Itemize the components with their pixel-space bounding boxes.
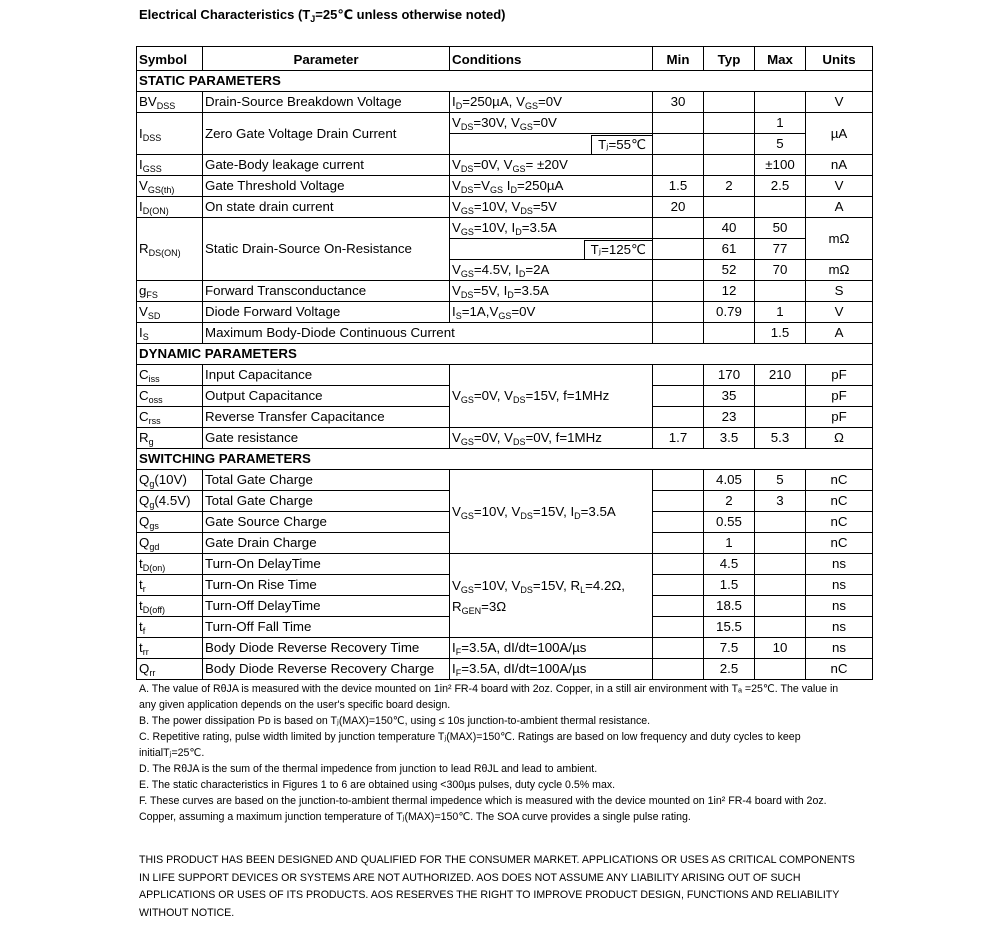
parameter: Gate Source Charge: [203, 512, 450, 533]
max-value: 77: [755, 239, 806, 260]
symbol: $C_{iss}$: [137, 365, 203, 386]
symbol: $V_{GS(th)}$: [137, 176, 203, 197]
typ-value: 4.5: [704, 554, 755, 575]
typ-value: 40: [704, 218, 755, 239]
typ-value: 4.05: [704, 470, 755, 491]
max-value: 2.5: [755, 176, 806, 197]
parameter: Zero Gate Voltage Drain Current: [203, 113, 450, 155]
conditions: $I_S=1A,V_{GS}=0V$: [450, 302, 653, 323]
max-value: 3: [755, 491, 806, 512]
parameter: Turn-Off Fall Time: [203, 617, 450, 638]
units-value: ns: [806, 575, 873, 596]
table-row: [137, 470, 873, 491]
units-value: Ω: [806, 428, 873, 449]
units-value: ns: [806, 638, 873, 659]
typ-value: 2: [704, 491, 755, 512]
typ-value: 1: [704, 533, 755, 554]
units-value: V: [806, 302, 873, 323]
table-row: [137, 92, 873, 113]
conditions: $I_D=250\mu A$, $V_{GS}=0V$: [450, 92, 653, 113]
col-units: Units: [806, 47, 873, 71]
symbol: $t_{D(off)}$: [137, 596, 203, 617]
units-value: ns: [806, 554, 873, 575]
units-value: µA: [806, 113, 873, 155]
typ-value: 15.5: [704, 617, 755, 638]
typ-value: 0.55: [704, 512, 755, 533]
conditions: $V_{GS}=10V$, $V_{DS}=5V$: [450, 197, 653, 218]
note-e: E. The static characteristics in Figures 1 to 6 are obtained using <300µs pulses, duty cycle 0.5% max.: [139, 779, 616, 791]
typ-value: 7.5: [704, 638, 755, 659]
units-value: mΩ: [806, 218, 873, 260]
typ-value: 2.5: [704, 659, 755, 680]
symbol: $V_{SD}$: [137, 302, 203, 323]
parameter: Forward Transconductance: [203, 281, 450, 302]
conditions: $V_{GS}=10V$, $V_{DS}=15V$, $I_D=3.5A$: [450, 470, 653, 554]
conditions: $V_{DS}=V_{GS}$ $I_D=250\mu A$: [450, 176, 653, 197]
table-row: [137, 302, 873, 323]
max-value: 50: [755, 218, 806, 239]
conditions: $V_{GS}=0V$, $V_{DS}=0V$, f=1MHz: [450, 428, 653, 449]
section-dynamic: DYNAMIC PARAMETERS: [137, 344, 873, 365]
units-value: ns: [806, 617, 873, 638]
tj-condition: Tⱼ=55℃: [591, 135, 652, 154]
parameter: On state drain current: [203, 197, 450, 218]
parameter: Gate Drain Charge: [203, 533, 450, 554]
symbol: $t_r$: [137, 575, 203, 596]
units-value: ns: [806, 596, 873, 617]
conditions: $V_{GS}=10V$, $I_D=3.5A$: [450, 218, 653, 239]
parameter: Gate Threshold Voltage: [203, 176, 450, 197]
max-value: 5.3: [755, 428, 806, 449]
symbol: $BV_{DSS}$: [137, 92, 203, 113]
conditions: $V_{GS}=10V$, $V_{DS}=15V$, $R_L=4.2\Omega$, $R_{GEN}=3\Omega$: [450, 554, 653, 638]
units-value: A: [806, 197, 873, 218]
units-value: pF: [806, 365, 873, 386]
min-value: 1.7: [653, 428, 704, 449]
symbol: $I_S$: [137, 323, 203, 344]
conditions: $I_F=3.5A$, dI/dt=100A/µs: [450, 638, 653, 659]
min-value: 30: [653, 92, 704, 113]
parameter: Gate resistance: [203, 428, 450, 449]
typ-value: 35: [704, 386, 755, 407]
note-b: B. The power dissipation Pᴅ is based on Tⱼ(MAX)=150℃, using ≤ 10s junction-to-ambient thermal resistance.: [139, 715, 651, 727]
symbol: $Q_{gd}$: [137, 533, 203, 554]
parameter: Drain-Source Breakdown Voltage: [203, 92, 450, 113]
min-value: [653, 113, 704, 134]
symbol: $t_{rr}$: [137, 638, 203, 659]
units-value: nC: [806, 659, 873, 680]
parameter: Static Drain-Source On-Resistance: [203, 218, 450, 281]
parameter: Maximum Body-Diode Continuous Current: [203, 323, 653, 344]
min-value: 20: [653, 197, 704, 218]
typ-value: 61: [704, 239, 755, 260]
typ-value: 12: [704, 281, 755, 302]
typ-value: [704, 113, 755, 134]
parameter: Gate-Body leakage current: [203, 155, 450, 176]
max-value: 5: [755, 134, 806, 155]
page-title: Electrical Characteristics ($T_J=25℃$ unless otherwise noted): [139, 7, 506, 24]
parameter: Turn-Off DelayTime: [203, 596, 450, 617]
col-min: Min: [653, 47, 704, 71]
parameter: Input Capacitance: [203, 365, 450, 386]
table-row: [137, 638, 873, 659]
table-header-row: [137, 47, 873, 71]
parameter: Reverse Transfer Capacitance: [203, 407, 450, 428]
typ-value: 170: [704, 365, 755, 386]
col-conditions: Conditions: [450, 47, 653, 71]
max-value: 1: [755, 113, 806, 134]
section-static: STATIC PARAMETERS: [137, 71, 873, 92]
symbol: $Q_g(4.5V)$: [137, 491, 203, 512]
electrical-characteristics-table: [136, 46, 873, 680]
units-value: pF: [806, 407, 873, 428]
table-row: [137, 218, 873, 239]
note-d: D. The RθJA is the sum of the thermal impedence from junction to lead RθJL and lead to ambient.: [139, 763, 598, 775]
typ-value: 18.5: [704, 596, 755, 617]
symbol: $t_{D(on)}$: [137, 554, 203, 575]
conditions: $I_F=3.5A$, dI/dt=100A/µs: [450, 659, 653, 680]
note-f: F. These curves are based on the junction-to-ambient thermal impedence which is measured with the device mounted on 1in² FR-4 board with 2oz. Copper, assuming a maximum junction temperature of Tⱼ(MAX)=150℃. The SOA curve provides a single pulse rating.: [139, 795, 827, 823]
typ-value: 1.5: [704, 575, 755, 596]
symbol: $I_{DSS}$: [137, 113, 203, 155]
table-row: [137, 659, 873, 680]
table-row: [137, 428, 873, 449]
col-typ: Typ: [704, 47, 755, 71]
conditions: [450, 239, 653, 260]
col-symbol: Symbol: [137, 47, 203, 71]
units-value: pF: [806, 386, 873, 407]
parameter: Total Gate Charge: [203, 470, 450, 491]
units-value: S: [806, 281, 873, 302]
units-value: nC: [806, 491, 873, 512]
parameter: Diode Forward Voltage: [203, 302, 450, 323]
max-value: 70: [755, 260, 806, 281]
disclaimer: THIS PRODUCT HAS BEEN DESIGNED AND QUALIFIED FOR THE CONSUMER MARKET. APPLICATIONS OR USES AS CRITICAL COMPONENTS IN LIFE SUPPORT DEVICES OR SYSTEMS ARE NOT AUTHORIZED. AOS DOES NOT ASSUME ANY LIABILITY ARISING OUT OF SUCH APPLICATIONS OR USES OF ITS PRODUCTS. AOS RESERVES THE RIGHT TO IMPROVE PRODUCT DESIGN, FUNCTIONS AND RELIABILITY WITHOUT NOTICE.: [139, 854, 855, 919]
note-a: A. The value of RθJA is measured with the device mounted on 1in² FR-4 board with 2oz. Copper, in a still air environment with Tₐ =25℃. The value in any given application depends on the user's specific board design.: [139, 683, 839, 711]
table-row: [137, 197, 873, 218]
typ-value: 2: [704, 176, 755, 197]
note-c: C. Repetitive rating, pulse width limited by junction temperature Tⱼ(MAX)=150℃. Ratings are based on low frequency and duty cycles to keep initialTⱼ=25℃.: [139, 731, 801, 759]
table-row: [137, 554, 873, 575]
conditions: $V_{DS}=5V$, $I_D=3.5A$: [450, 281, 653, 302]
symbol: $C_{oss}$: [137, 386, 203, 407]
symbol: $Q_{gs}$: [137, 512, 203, 533]
table-row: [137, 365, 873, 386]
units-value: nA: [806, 155, 873, 176]
symbol: $I_{GSS}$: [137, 155, 203, 176]
parameter: Total Gate Charge: [203, 491, 450, 512]
min-value: 1.5: [653, 176, 704, 197]
table-row: [137, 176, 873, 197]
symbol: $I_{D(ON)}$: [137, 197, 203, 218]
table-row: [137, 155, 873, 176]
units-value: V: [806, 176, 873, 197]
units-value: nC: [806, 470, 873, 491]
typ-value: 0.79: [704, 302, 755, 323]
col-max: Max: [755, 47, 806, 71]
conditions: $V_{GS}=4.5V$, $I_D=2A$: [450, 260, 653, 281]
max-value: 210: [755, 365, 806, 386]
parameter: Turn-On DelayTime: [203, 554, 450, 575]
typ-value: 23: [704, 407, 755, 428]
typ-value: 3.5: [704, 428, 755, 449]
symbol: $t_f$: [137, 617, 203, 638]
max-value: ±100: [755, 155, 806, 176]
units-value: A: [806, 323, 873, 344]
max-value: 10: [755, 638, 806, 659]
symbol: $C_{rss}$: [137, 407, 203, 428]
table-row: [137, 281, 873, 302]
col-parameter: Parameter: [203, 47, 450, 71]
max-value: 1: [755, 302, 806, 323]
conditions: [450, 134, 653, 155]
symbol: $Q_{rr}$: [137, 659, 203, 680]
symbol: $Q_g(10V)$: [137, 470, 203, 491]
table-row: [137, 323, 873, 344]
symbol: $g_{FS}$: [137, 281, 203, 302]
table-row: [137, 113, 873, 134]
section-switching: SWITCHING PARAMETERS: [137, 449, 873, 470]
max-value: [755, 92, 806, 113]
tj-condition: Tⱼ=125℃: [584, 240, 652, 259]
symbol: $R_g$: [137, 428, 203, 449]
conditions: $V_{GS}=0V$, $V_{DS}=15V$, f=1MHz: [450, 365, 653, 428]
symbol: $R_{DS(ON)}$: [137, 218, 203, 281]
typ-value: [704, 92, 755, 113]
conditions: $V_{DS}=30V$, $V_{GS}=0V$: [450, 113, 653, 134]
max-value: 5: [755, 470, 806, 491]
max-value: 1.5: [755, 323, 806, 344]
parameter: Body Diode Reverse Recovery Time: [203, 638, 450, 659]
units-value: V: [806, 92, 873, 113]
units-value: nC: [806, 512, 873, 533]
parameter: Turn-On Rise Time: [203, 575, 450, 596]
conditions: $V_{DS}=0V$, $V_{GS}= \pm 20V$: [450, 155, 653, 176]
units-value: nC: [806, 533, 873, 554]
footnotes: [139, 681, 854, 825]
parameter: Body Diode Reverse Recovery Charge: [203, 659, 450, 680]
parameter: Output Capacitance: [203, 386, 450, 407]
typ-value: 52: [704, 260, 755, 281]
units-value: mΩ: [806, 260, 873, 281]
